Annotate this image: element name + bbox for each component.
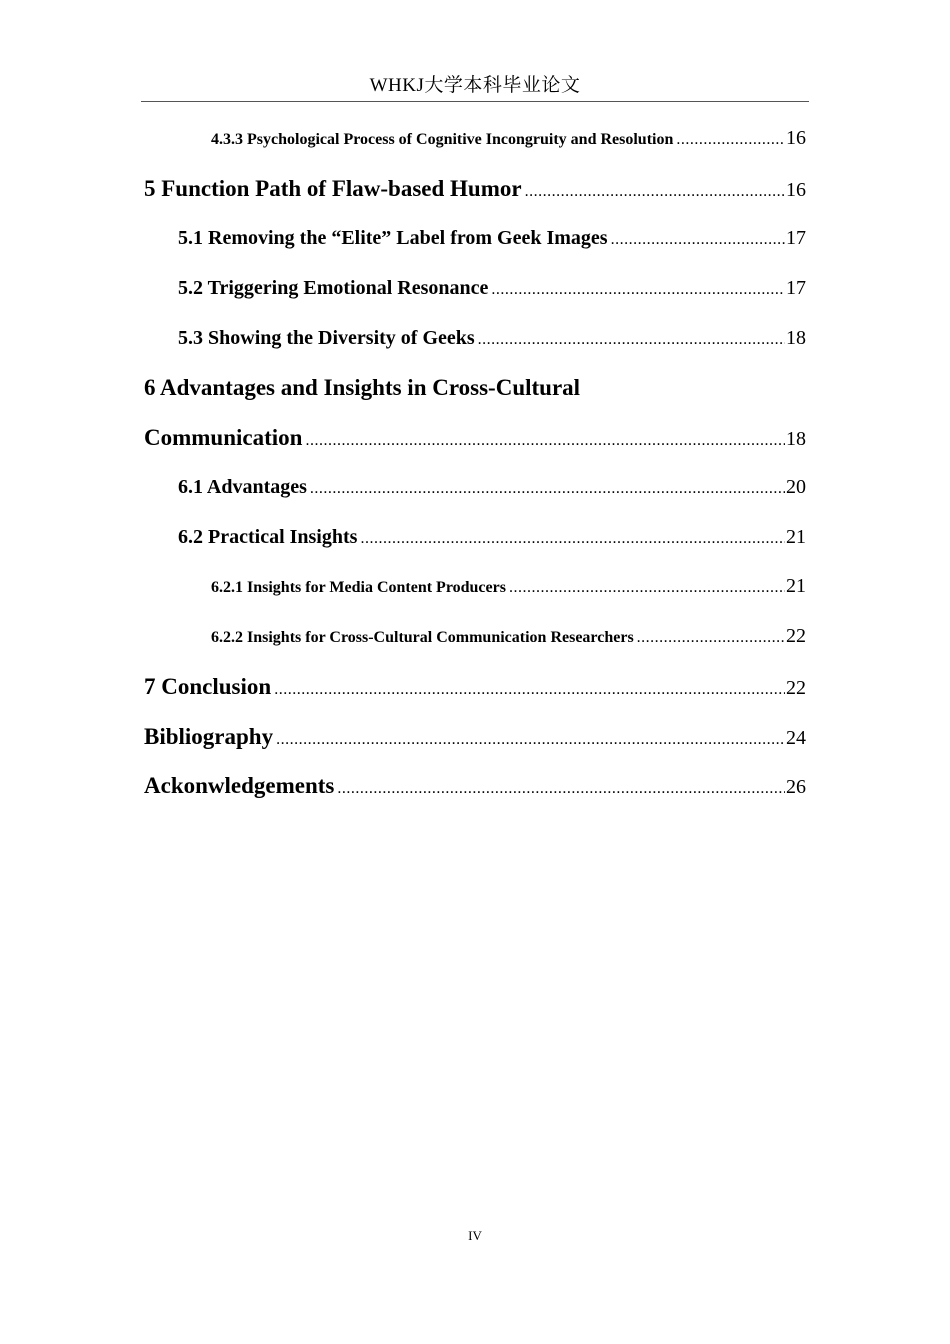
toc-page-number: 18	[786, 428, 806, 450]
toc-leader-dots	[360, 530, 785, 548]
toc-page-number: 24	[786, 727, 806, 749]
toc-entry-4-3-3[interactable]	[211, 127, 806, 150]
toc-leader-dots	[274, 681, 785, 699]
toc-entry-6-1[interactable]	[178, 476, 806, 499]
toc-entry-label: Ackonwledgements	[144, 773, 335, 798]
toc-entry-5-1[interactable]	[178, 227, 806, 250]
toc-leader-dots	[310, 480, 785, 498]
toc-page-number: 21	[786, 575, 806, 597]
toc-entry-bibliography[interactable]	[144, 724, 806, 750]
toc-page-number: 16	[786, 127, 806, 149]
toc-entry-label: 6.2.1 Insights for Media Content Producers	[211, 579, 506, 596]
toc-entry-label: 4.3.3 Psychological Process of Cognitive Incongruity and Resolution	[211, 131, 674, 148]
toc-page-number: 17	[786, 277, 806, 299]
page-header-title: WHKJ大学本科毕业论文	[369, 75, 581, 96]
footer-page-number: IV	[468, 1228, 482, 1243]
toc-entry-label: 5.2 Triggering Emotional Resonance	[178, 277, 489, 299]
toc-entry-label: 5 Function Path of Flaw-based Humor	[144, 176, 522, 201]
toc-entry-7[interactable]	[144, 674, 806, 700]
toc-entry-label: 5.1 Removing the “Elite” Label from Geek Images	[178, 227, 608, 249]
toc-entry-label: 6.1 Advantages	[178, 476, 307, 498]
toc-leader-dots	[676, 131, 785, 149]
toc-page-number: 16	[786, 179, 806, 201]
toc-leader-dots	[637, 629, 785, 647]
toc-leader-dots	[337, 780, 785, 798]
toc-page-number: 17	[786, 227, 806, 249]
toc-entry-5-2[interactable]	[178, 277, 806, 300]
toc-entry-6-2[interactable]	[178, 526, 806, 549]
toc-entry-label: 6.2 Practical Insights	[178, 526, 358, 548]
toc-entry-5[interactable]	[144, 176, 806, 202]
toc-page-number: 18	[786, 327, 806, 349]
toc-entry-label: 5.3 Showing the Diversity of Geeks	[178, 327, 475, 349]
toc-entry-6[interactable]	[144, 425, 806, 451]
toc-entry-6-line1[interactable]: 6 Advantages and Insights in Cross-Cultural	[144, 375, 581, 400]
toc-page-number: 21	[786, 526, 806, 548]
toc-leader-dots	[478, 331, 785, 349]
toc-page-number: 26	[786, 776, 806, 798]
toc-entry-label: Bibliography	[144, 724, 274, 749]
toc-leader-dots	[525, 183, 785, 201]
toc-leader-dots	[305, 432, 785, 450]
toc-leader-dots	[491, 281, 785, 299]
toc-leader-dots	[509, 579, 785, 597]
toc-leader-dots	[276, 731, 785, 749]
toc-page-number: 20	[786, 476, 806, 498]
toc-entry-acknowledgements[interactable]	[144, 773, 806, 799]
toc-page-number: 22	[786, 677, 806, 699]
header-divider	[141, 101, 809, 102]
toc-entry-6-2-2[interactable]	[211, 625, 806, 648]
toc-entry-6-2-1[interactable]	[211, 575, 806, 598]
toc-entry-5-3[interactable]	[178, 327, 806, 350]
toc-leader-dots	[611, 231, 785, 249]
toc-entry-label: 7 Conclusion	[144, 674, 272, 699]
toc-page-number: 22	[786, 625, 806, 647]
toc-entry-label: Communication	[144, 425, 303, 450]
toc-entry-label: 6.2.2 Insights for Cross-Cultural Communication Researchers	[211, 629, 634, 646]
